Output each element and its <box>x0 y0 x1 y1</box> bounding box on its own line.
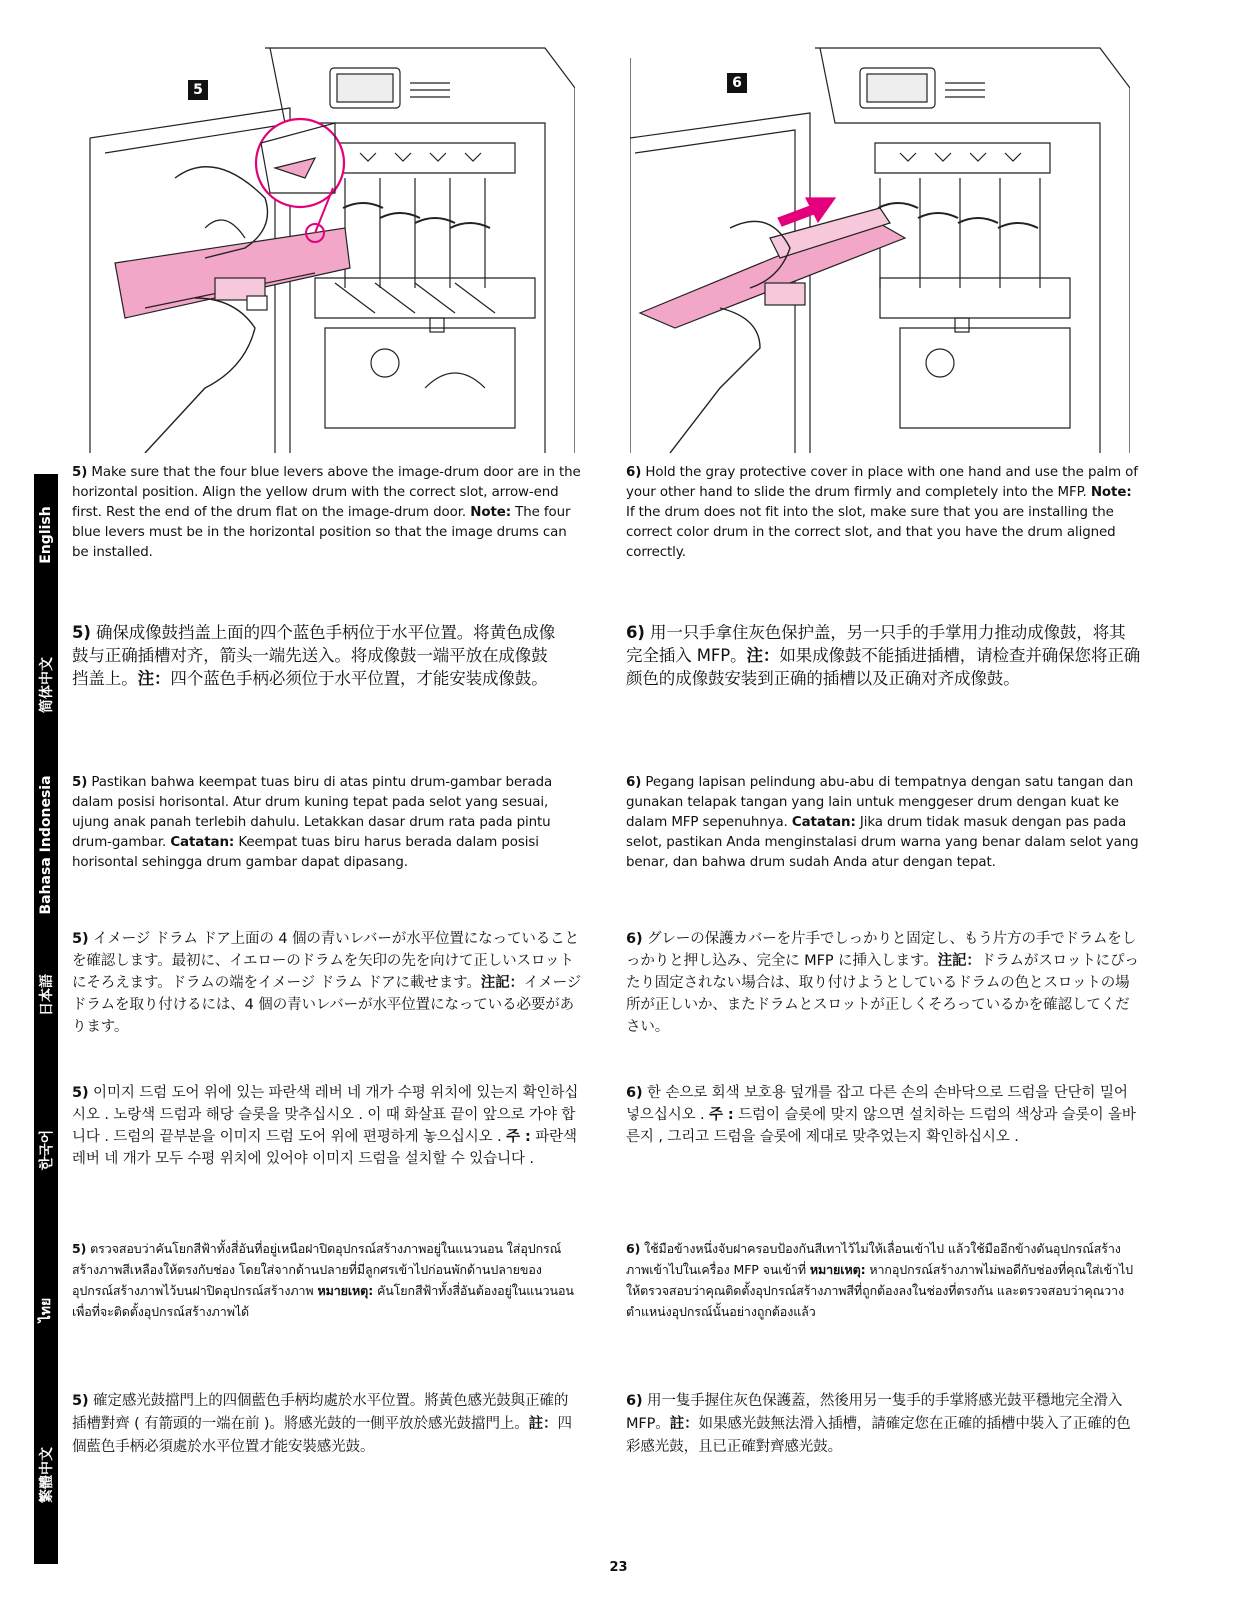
language-label-simplified-chinese: 简体中文 <box>39 657 55 713</box>
indonesian-step-5-text: 5) Pastikan bahwa keempat tuas biru di atas pintu drum-gambar berada dalam posisi horisontal. Atur drum kuning tepat pada selot yang sesuai, ujung anak panah terlebih dahulu. Letakkan dasar drum rata pada pintu drum-gambar. Catatan: Keempat tuas biru harus berada dalam posisi horisontal sehingga drum gambar dapat dipasang. <box>72 775 553 870</box>
language-label-korean: 한국어 <box>39 1129 55 1171</box>
indonesian-step-6-text: 6) Pegang lapisan pelindung abu-abu di tempatnya dengan satu tangan dan gunakan telapak tangan yang lain untuk menggeser drum dengan kuat ke dalam MFP sepenuhnya. Catatan: Jika drum tidak masuk dengan pas pada selot, pastikan Anda menginstalasi drum warna yang benar dalam selot yang benar, dan bahwa drum sudah Anda atur dengan tepat. <box>626 775 1139 870</box>
figure-step-6 <box>630 28 1130 453</box>
simplified-chinese-step-5-text: 5) 确保成像鼓挡盖上面的四个蓝色手柄位于水平位置。将黄色成像鼓与正确插槽对齐，箭头一端先送入。将成像鼓一端平放在成像鼓挡盖上。注：四个蓝色手柄必须位于水平位置，才能安装成像鼓。 <box>72 623 556 688</box>
traditional-chinese-step-6-text: 6) 用一隻手握住灰色保護蓋，然後用另一隻手的手掌將感光鼓平穩地完全滑入 MFP。註：如果感光鼓無法滑入插槽，請確定您在正確的插槽中裝入了正確的色彩感光鼓，且已正確對齊感光鼓。 <box>626 1393 1131 1455</box>
english-step-6-text: 6) Hold the gray protective cover in place with one hand and use the palm of your other hand to slide the drum firmly and completely into the MFP. Note: If the drum does not fit into the slot, make sure that you are installing the correct color drum in the correct slot, and that you have the drum aligned correctly. <box>626 465 1138 560</box>
figure-step-5 <box>75 28 575 453</box>
language-label-indonesian: Bahasa Indonesia <box>38 775 54 915</box>
simplified-chinese-step-6-text: 6) 用一只手拿住灰色保护盖，另一只手的手掌用力推动成像鼓，将其完全插入 MFP。注：如果成像鼓不能插进插槽，请检查并确保您将正确颜色的成像鼓安装到正确的插槽以及正确对齐成像鼓。 <box>626 623 1141 688</box>
language-label-thai: ไทย <box>38 1297 54 1323</box>
thai-step-5-text: 5) ตรวจสอบว่าคันโยกสีฟ้าทั้งสี่อันที่อยู่เหนือฝาปิดอุปกรณ์สร้างภาพอยู่ในแนวนอน ใส่อุปกรณ์สร้างภาพสีเหลืองให้ตรงกับช่อง โดยใส่จากด้านปลายที่มีลูกศรเข้าไปก่อนพักด้านปลายของอุปกรณ์สร้างภาพไว้บนฝาปิดอุปกรณ์สร้างภาพ หมายเหตุ: คันโยกสีฟ้าทั้งสี่อันต้องอยู่ในแนวนอน เพื่อที่จะติดตั้งอุปกรณ์สร้างภาพได้ <box>72 1241 574 1319</box>
japanese-step-5-text: 5) イメージ ドラム ドア上面の 4 個の青いレバーが水平位置になっていることを確認します。最初に、イエローのドラムを矢印の先を向けて正しいスロットにそろえます。ドラムの端をイメージ ドラム ドアに載せます。注記：イメージ ドラムを取り付けるには、4 個の青いレバーが水平位置になっている必要があります。 <box>72 931 582 1035</box>
japanese-step-6-text: 6) グレーの保護カバーを片手でしっかりと固定し、もう片方の手でドラムをしっかりと押し込み、完全に MFP に挿入します。注記：ドラムがスロットにぴったり固定されない場合は、取り付けようとしているドラムの色とスロットの場所が正しいか、またドラムとスロットが正しくそろっているかを確認してください。 <box>626 931 1139 1035</box>
language-label-english: English <box>38 506 54 564</box>
language-label-japanese: 日本語 <box>39 974 55 1016</box>
language-label-traditional-chinese: 繁體中文 <box>39 1447 55 1503</box>
page-number: 23 <box>609 1560 628 1575</box>
step-number-box: 5 <box>188 80 208 100</box>
step-number-box: 6 <box>727 73 747 93</box>
korean-step-6-text: 6) 한 손으로 회색 보호용 덮개를 잡고 다른 손의 손바닥으로 드럼을 단단히 밀어 넣으십시오 . 주 : 드럼이 슬롯에 맞지 않으면 설치하는 드럼의 색상과 슬롯이 올바른지 , 그리고 드럼을 슬롯에 제대로 맞추었는지 확인하십시오 . <box>626 1085 1136 1145</box>
korean-step-5-text: 5) 이미지 드럼 도어 위에 있는 파란색 레버 네 개가 수평 위치에 있는지 확인하십시오 . 노랑색 드럼과 해당 슬롯을 맞추십시오 . 이 때 화살표 끝이 앞으로 가야 합니다 . 드럼의 끝부분을 이미지 드럼 도어 위에 편평하게 놓으십시오 . 주 : 파란색 레버 네 개가 모두 수평 위치에 있어야 이미지 드럼을 설치할 수 있습니다 . <box>72 1085 579 1167</box>
traditional-chinese-step-5-text: 5) 確定感光鼓擋門上的四個藍色手柄均處於水平位置。將黃色感光鼓與正確的插槽對齊 ( 有箭頭的一端在前 )。將感光鼓的一側平放於感光鼓擋門上。註：四個藍色手柄必須處於水平位置才能安裝感光鼓。 <box>72 1393 572 1455</box>
thai-step-6-text: 6) ใช้มือข้างหนึ่งจับฝาครอบป้องกันสีเทาไว้ไม่ให้เลื่อนเข้าไป แล้วใช้มืออีกข้างดันอุปกรณ์สร้างภาพเข้าไปในเครื่อง MFP จนเข้าที่ หมายเหตุ: หากอุปกรณ์สร้างภาพไม่พอดีกับช่องที่คุณใส่เข้าไป ให้ตรวจสอบว่าคุณติดตั้งอุปกรณ์สร้างภาพสีที่ถูกต้องลงในช่องที่ตรงกัน และตรวจสอบว่าคุณวางตำแหน่งอุปกรณ์นั้นอย่างถูกต้องแล้ว <box>626 1241 1133 1319</box>
english-step-5-text: 5) Make sure that the four blue levers above the image-drum door are in the horizontal position. Align the yellow drum with the correct slot, arrow-end first. Rest the end of the drum flat on the image-drum door. Note: The four blue levers must be in the horizontal position so that the image drums can be installed. <box>72 465 581 560</box>
